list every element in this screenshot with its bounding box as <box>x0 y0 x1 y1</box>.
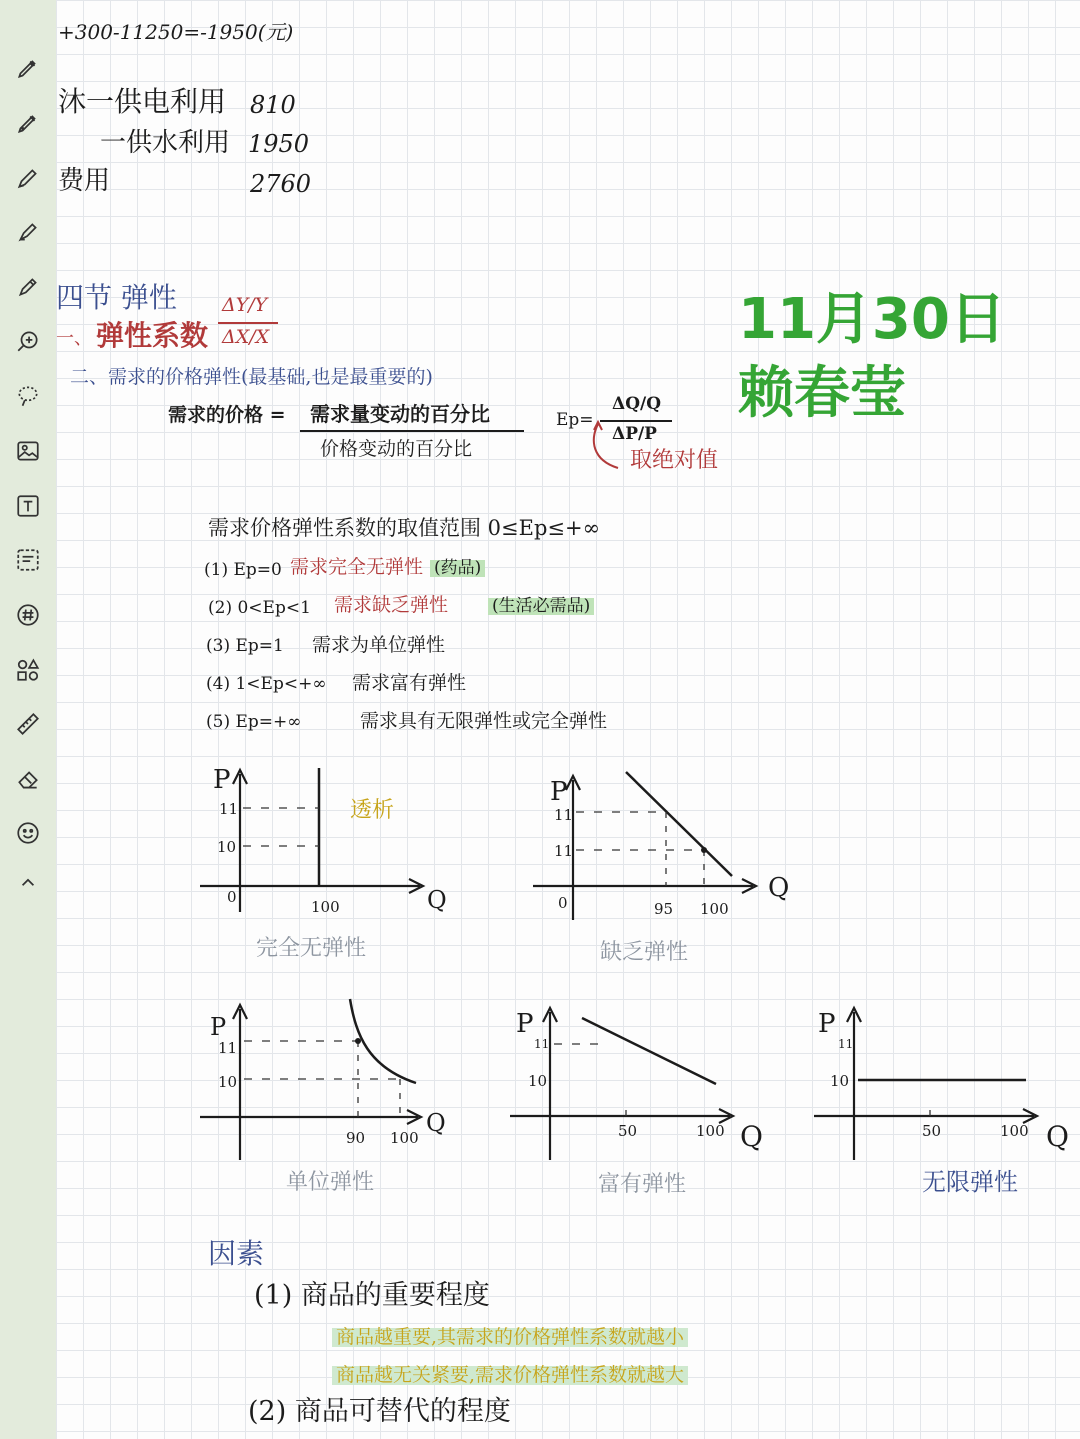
graph1-p-label: P <box>213 765 231 795</box>
zoom-in-icon[interactable] <box>12 325 44 357</box>
range-item-3-num: (3) Ep=1 <box>206 636 284 656</box>
graph5-y-tick-2: 10 <box>830 1072 850 1090</box>
item1-title: 弹性系数 <box>96 319 209 352</box>
highlighter-icon[interactable] <box>12 271 44 303</box>
definition-numerator: 需求量变动的百分比 <box>310 402 490 426</box>
graph5-caption: 无限弹性 <box>922 1168 1018 1196</box>
row2-value: 1950 <box>248 130 310 158</box>
factor-1-note-a: 商品越重要,其需求的价格弹性系数就越小 <box>332 1328 688 1347</box>
pen-icon[interactable] <box>12 52 44 84</box>
graph4-p-label: P <box>516 1009 534 1039</box>
graph3-x-tick-1: 90 <box>346 1129 366 1147</box>
graph3-caption: 单位弹性 <box>286 1170 375 1195</box>
item1-prefix: 一、 <box>56 328 92 349</box>
row3-value: 2760 <box>250 170 312 198</box>
name-stamp: 赖春莹 <box>738 361 906 426</box>
graph5-y-tick-1: 11 <box>838 1037 854 1051</box>
range-item-2-desc: 需求缺乏弹性 <box>334 594 449 616</box>
lasso-icon[interactable] <box>12 380 44 412</box>
row2-label: 一供水利用 <box>100 128 231 158</box>
item2-title: 二、需求的价格弹性(最基础,也是最重要的) <box>70 366 433 388</box>
definition-denominator: 价格变动的百分比 <box>320 438 473 460</box>
collapse-icon[interactable] <box>12 866 44 898</box>
graph3-p-label: P <box>210 1013 227 1041</box>
graph3-x-tick-2: 100 <box>390 1129 419 1147</box>
graph2-x-tick-2: 100 <box>700 900 729 918</box>
range-item-2-num: (2) 0<Ep<1 <box>208 598 311 618</box>
row3-label: 费用 <box>58 166 111 196</box>
graph2-x-tick-1: 95 <box>654 900 674 918</box>
graph-perfectly-elastic <box>812 1000 1080 1165</box>
graph-elastic <box>508 1000 778 1165</box>
fountain-pen-icon[interactable] <box>12 107 44 139</box>
graph1-x-tick-1: 100 <box>311 898 340 916</box>
calc-line: +300-11250=-1950(元) <box>58 20 294 44</box>
range-item-1-num: (1) Ep=0 <box>204 560 282 580</box>
row1-value: 810 <box>250 91 296 119</box>
selection-icon[interactable] <box>12 544 44 576</box>
graph3-y-tick-2: 10 <box>218 1073 238 1091</box>
factor-2: (2) 商品可替代的程度 <box>248 1396 511 1427</box>
graph1-caption: 完全无弹性 <box>256 936 367 961</box>
range-item-3-desc: 需求为单位弹性 <box>312 634 446 656</box>
graph1-q-label: Q <box>427 886 447 914</box>
graph2-q-label: Q <box>768 873 790 903</box>
graph5-p-label: P <box>818 1009 836 1039</box>
factors-title: 因素 <box>208 1237 265 1270</box>
factor-1: (1) 商品的重要程度 <box>254 1280 490 1311</box>
graph4-x-tick-1: 50 <box>618 1122 638 1140</box>
graph2-caption: 缺乏弹性 <box>600 940 689 965</box>
tool-sidebar <box>0 0 56 1439</box>
frac1-denominator: ΔX/X <box>222 326 270 348</box>
pencil-icon[interactable] <box>12 162 44 194</box>
range-item-1-tag: (药品) <box>430 560 485 577</box>
frac1-numerator: ΔY/Y <box>222 294 268 316</box>
range-item-1-desc: 需求完全无弹性 <box>290 556 424 578</box>
shapes-icon[interactable] <box>12 654 44 686</box>
definition-bar <box>300 430 524 432</box>
factor-1-note-b: 商品越无关紧要,需求价格弹性系数就越大 <box>332 1366 688 1385</box>
graph4-y-tick-1: 11 <box>534 1037 550 1051</box>
ep-numerator: ΔQ/Q <box>612 394 662 414</box>
eraser-icon[interactable] <box>12 763 44 795</box>
section-title: 四节 弹性 <box>56 281 177 314</box>
graph1-y-tick-1: 11 <box>219 800 239 818</box>
graph5-x-tick-2: 100 <box>1000 1122 1029 1140</box>
graph4-q-label: Q <box>740 1120 763 1153</box>
image-icon[interactable] <box>12 435 44 467</box>
ruler-icon[interactable] <box>12 708 44 740</box>
graph5-q-label: Q <box>1046 1120 1069 1153</box>
marker-icon[interactable] <box>12 216 44 248</box>
range-item-4-num: (4) 1<Ep<+∞ <box>206 674 327 694</box>
range-item-2-tag: (生活必需品) <box>488 598 594 615</box>
range-item-5-num: (5) Ep=+∞ <box>206 712 302 732</box>
graph-perfectly-inelastic <box>195 762 465 922</box>
ep-note: 取绝对值 <box>630 448 719 473</box>
definition-lhs: 需求的价格 = <box>168 404 286 426</box>
range-title: 需求价格弹性系数的取值范围 0≤Ep≤+∞ <box>208 516 601 540</box>
graph5-x-tick-1: 50 <box>922 1122 942 1140</box>
graph2-p-label: P <box>550 777 568 807</box>
ep-lhs: Ep= <box>556 410 594 430</box>
graph2-origin: 0 <box>558 894 568 912</box>
graph-unit-elastic <box>196 995 466 1165</box>
graph3-q-label: Q <box>426 1109 446 1137</box>
sticker-icon[interactable] <box>12 817 44 849</box>
frac1-bar <box>218 322 278 324</box>
graph4-y-tick-2: 10 <box>528 1072 548 1090</box>
graph2-y-tick-2: 11 <box>554 842 574 860</box>
date-stamp: 11月30日 <box>738 287 1006 352</box>
range-item-5-desc: 需求具有无限弹性或完全弹性 <box>360 710 608 732</box>
graph1-y-tick-2: 10 <box>217 838 237 856</box>
text-icon[interactable] <box>12 490 44 522</box>
graph4-caption: 富有弹性 <box>598 1172 687 1197</box>
ep-denominator: ΔP/P <box>612 424 657 444</box>
range-item-4-desc: 需求富有弹性 <box>352 672 467 694</box>
graph-inelastic <box>528 768 808 928</box>
graph4-x-tick-2: 100 <box>696 1122 725 1140</box>
hashtag-icon[interactable] <box>12 599 44 631</box>
graph1-note: 透析 <box>350 798 395 823</box>
row1-label: 沐一供电利用 <box>58 85 227 118</box>
graph3-y-tick-1: 11 <box>218 1039 238 1057</box>
graph1-origin: 0 <box>227 888 237 906</box>
graph2-y-tick-1: 11 <box>554 806 574 824</box>
